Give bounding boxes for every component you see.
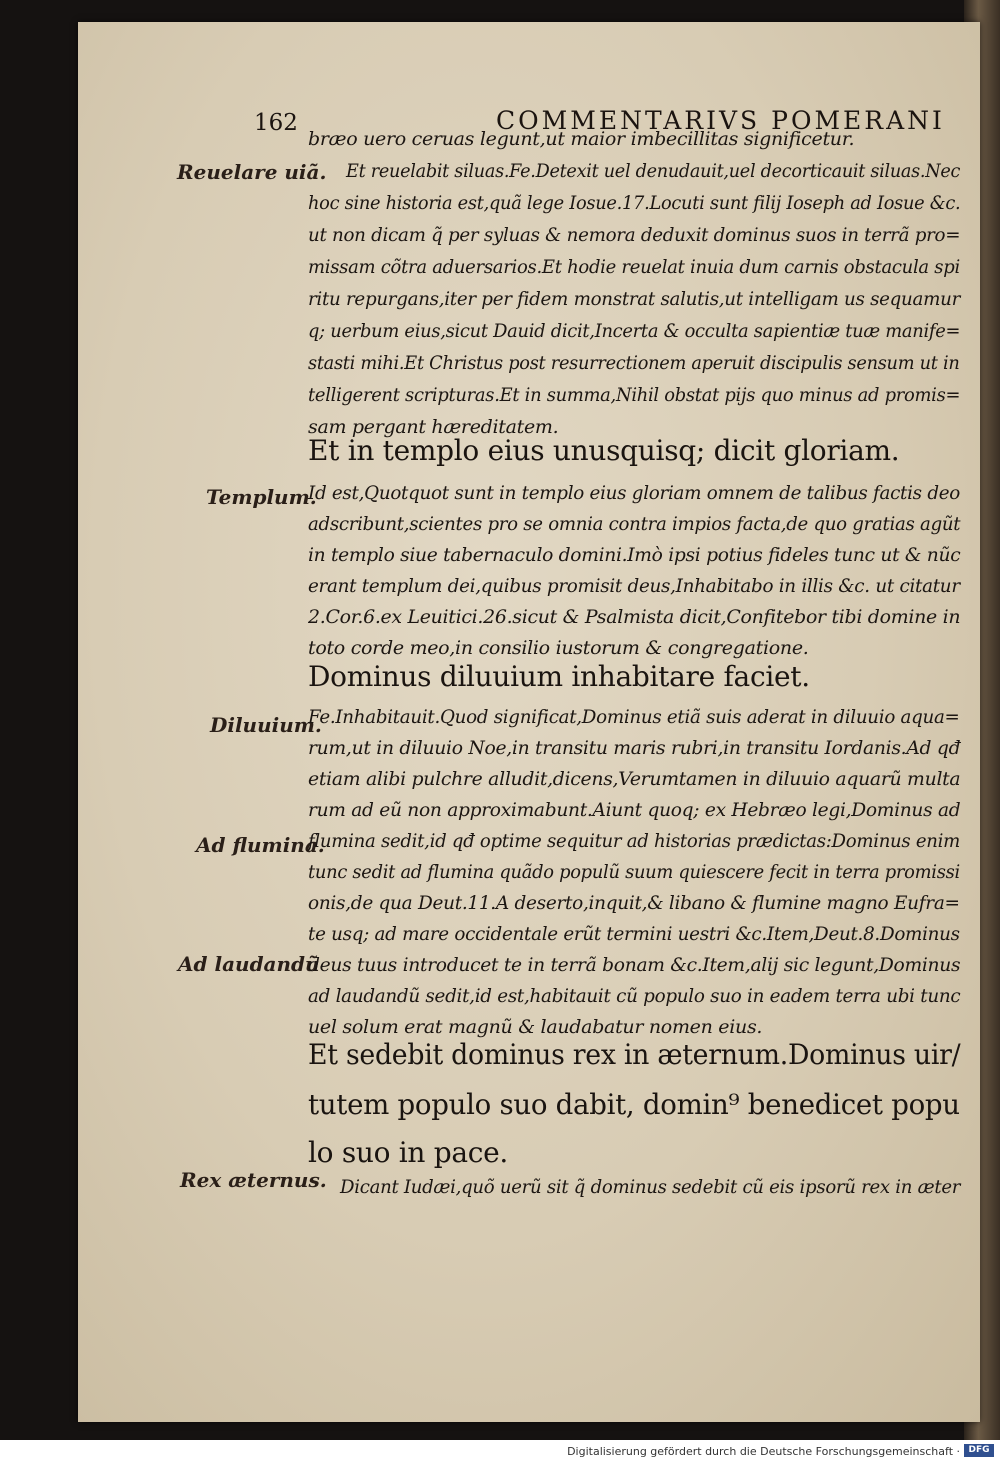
- text-line: uel solum erat magnũ & laudabatur nomen eius.: [308, 1016, 763, 1038]
- text-line: ut non dicam q̃ per syluas & nemora deduxit dominus suos in terrã pro=: [308, 224, 961, 246]
- margin-note: Ad laudandũ: [178, 952, 320, 976]
- margin-note: Templum.: [206, 485, 317, 509]
- footer-credit: Digitalisierung gefördert durch die Deutsche Forschungsgemeinschaft ·: [567, 1445, 960, 1458]
- text-line: rum,ut in diluuio Noe,in transitu maris rubri,in transitu Iordanis.Ad qđ: [308, 737, 961, 759]
- text-line: sam pergant hæreditatem.: [308, 416, 559, 438]
- text-line: ad laudandũ sedit,id est,habitauit cũ populo suo in eadem terra ubi tunc: [308, 985, 961, 1007]
- text-line: Dicant Iudæi,quõ uerũ sit q̃ dominus sedebit cũ eis ipsorũ rex in æter: [340, 1176, 961, 1198]
- text-line: in templo siue tabernaculo domini.Imò ipsi potius fideles tunc ut & nũc: [308, 544, 961, 566]
- margin-note: Reuelare uiã.: [177, 160, 327, 184]
- text-line: Et reuelabit siluas.Fe.Detexit uel denudauit,uel decorticauit siluas.Nec: [346, 160, 961, 182]
- text-line: adscribunt,scientes pro se omnia contra impios facta,de quo gratias agũt: [308, 513, 961, 535]
- text-line: Fe.Inhabitauit.Quod significat,Dominus etiã suis aderat in diluuio aqua=: [308, 706, 960, 728]
- margin-note: Rex æternus.: [180, 1168, 327, 1192]
- text-line: missam cõtra aduersarios.Et hodie reuelat inuia dum carnis obstacula spi: [308, 256, 960, 278]
- scripture-heading: lo suo in pace.: [308, 1136, 509, 1169]
- text-line: Id est,Quotquot sunt in templo eius gloriam omnem de talibus factis deo: [308, 482, 961, 504]
- scripture-heading: tutem populo suo dabit, domin⁹ benedicet popu: [308, 1088, 960, 1121]
- scripture-heading: Et in templo eius unusquisq; dicit gloriam.: [308, 434, 900, 467]
- text-line: ritu repurgans,iter per fidem monstrat salutis,ut intelligam us sequamur: [308, 288, 960, 310]
- digitization-footer: [0, 1440, 1000, 1462]
- margin-note: Ad flumina.: [196, 833, 325, 857]
- text-line: onis,de qua Deut.11.A deserto,inquit,& libano & flumine magno Eufra=: [308, 892, 960, 914]
- text-line: deus tuus introducet te in terrã bonam &c.Item,alij sic legunt,Dominus: [308, 954, 961, 976]
- text-line: te usq; ad mare occidentale erũt termini uestri &c.Item,Deut.8.Dominus: [308, 923, 960, 945]
- text-line: telligerent scripturas.Et in summa,Nihil obstat pijs quo minus ad promis=: [308, 384, 961, 406]
- text-line: hoc sine historia est,quã lege Iosue.17.Locuti sunt filij Ioseph ad Iosue &c.: [308, 192, 961, 214]
- scripture-heading: Dominus diluuium inhabitare faciet.: [308, 660, 810, 693]
- text-line: etiam alibi pulchre alludit,dicens,Verumtamen in diluuio aquarũ multa: [308, 768, 961, 790]
- scripture-heading: Et sedebit dominus rex in æternum.Dominus uir/: [308, 1038, 961, 1071]
- text-line: erant templum dei,quibus promisit deus,Inhabitabo in illis &c. ut citatur: [308, 575, 960, 597]
- text-line: 2.Cor.6.ex Leuitici.26.sicut & Psalmista dicit,Confitebor tibi domine in: [308, 606, 961, 628]
- text-line: toto corde meo,in consilio iustorum & congregatione.: [308, 637, 809, 659]
- text-line: bræo uero ceruas legunt,ut maior imbecillitas significetur.: [308, 128, 855, 150]
- dfg-logo-icon: DFG: [964, 1444, 994, 1457]
- text-line: tunc sedit ad flumina quãdo populũ suum quiescere fecit in terra promissi: [308, 861, 960, 883]
- text-line: stasti mihi.Et Christus post resurrectionem aperuit discipulis sensum ut in: [308, 352, 960, 374]
- page-number: 162: [254, 110, 298, 136]
- text-line: flumina sedit,id qđ optime sequitur ad historias prædictas:Dominus enim: [308, 830, 961, 852]
- running-title: COMMENTARIVS POMERANI: [496, 106, 945, 135]
- margin-note: Diluuium.: [210, 713, 322, 737]
- text-line: rum ad eũ non approximabunt.Aiunt quoq; ex Hebræo legi,Dominus ad: [308, 799, 961, 821]
- text-line: q; uerbum eius,sicut Dauid dicit,Incerta & occulta sapientiæ tuæ manife=: [308, 320, 961, 342]
- running-head: [78, 88, 980, 136]
